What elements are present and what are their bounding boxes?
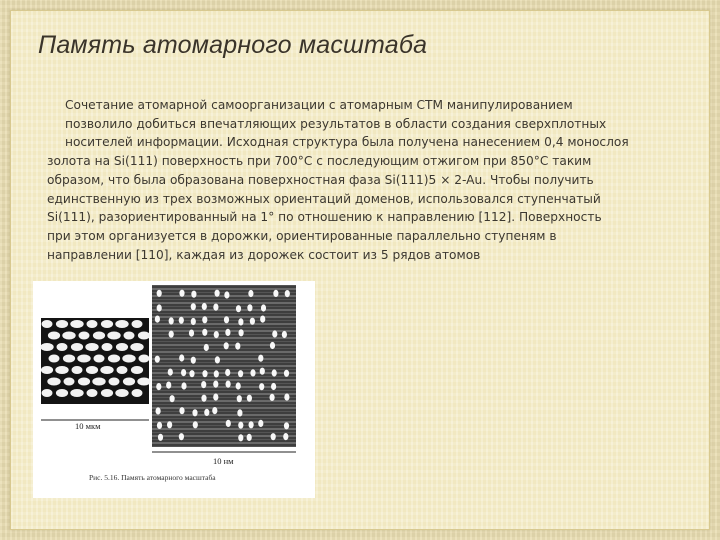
atom-mark xyxy=(213,394,218,401)
left-micro-image xyxy=(40,318,150,404)
atom-mark xyxy=(226,420,231,427)
atom-mark xyxy=(284,422,289,429)
atom-mark xyxy=(224,342,229,349)
atom-mark xyxy=(282,331,287,338)
figure-image xyxy=(33,281,315,498)
atom-mark xyxy=(285,290,290,297)
body-line: Сочетание атомарной самоорганизации с атомарным СТМ манипулированием xyxy=(65,98,573,112)
atom-mark xyxy=(249,421,254,428)
atom-mark xyxy=(191,357,196,364)
body-line: носителей информации. Исходная структура была получена нанесением 0,4 монослоя xyxy=(65,135,629,150)
atom-mark xyxy=(272,369,277,376)
atom-mark xyxy=(283,433,288,440)
hole-mark xyxy=(42,389,53,397)
hole-mark xyxy=(139,355,150,363)
hole-mark xyxy=(40,343,53,351)
atom-mark xyxy=(158,434,163,441)
atom-mark xyxy=(261,304,266,311)
atom-mark xyxy=(238,422,243,429)
atom-mark xyxy=(167,421,172,428)
atom-mark xyxy=(179,290,184,297)
hole-mark xyxy=(131,366,143,374)
hole-mark xyxy=(56,320,68,328)
atom-mark xyxy=(202,370,207,377)
right-stm-image xyxy=(152,285,296,447)
hole-mark xyxy=(87,389,98,397)
hole-mark xyxy=(70,389,83,397)
hole-mark xyxy=(138,332,150,340)
atom-mark xyxy=(193,421,198,428)
atom-mark xyxy=(271,433,276,440)
body-line: золота на Si(111) поверхность при 700°С с последующим отжигом при 850°С таким xyxy=(47,154,592,169)
atom-mark xyxy=(215,290,220,297)
atom-mark xyxy=(258,355,263,362)
atom-mark xyxy=(155,316,160,323)
atom-mark xyxy=(260,368,265,375)
hole-mark xyxy=(123,378,135,386)
atom-mark xyxy=(191,303,196,310)
atom-mark xyxy=(273,290,278,297)
atom-mark xyxy=(270,342,275,349)
atom-mark xyxy=(166,382,171,389)
body-line: направлении [110], каждая из дорожек состоит из 5 рядов атомов xyxy=(47,247,481,262)
hole-mark xyxy=(56,389,68,397)
atom-mark xyxy=(202,303,207,310)
atom-mark xyxy=(238,434,243,441)
atom-mark xyxy=(156,407,161,414)
atom-mark xyxy=(236,305,241,312)
hole-mark xyxy=(122,355,135,363)
left-scale-label: 10 мкм xyxy=(75,421,101,431)
atom-mark xyxy=(284,370,289,377)
atom-mark xyxy=(214,331,219,338)
hole-mark xyxy=(115,320,128,328)
atom-mark xyxy=(169,317,174,324)
atom-mark xyxy=(235,343,240,350)
figure-svg xyxy=(33,281,315,498)
atom-mark xyxy=(204,409,209,416)
atom-mark xyxy=(224,291,229,298)
hole-mark xyxy=(85,343,98,351)
hole-mark xyxy=(70,320,83,328)
atom-mark xyxy=(236,382,241,389)
hole-mark xyxy=(132,389,143,397)
atom-mark xyxy=(157,304,162,311)
hole-mark xyxy=(64,378,75,386)
body-line: позволило добиться впечатляющих результатов в области создания сверхплотных xyxy=(65,116,607,131)
hole-mark xyxy=(87,320,98,328)
atom-mark xyxy=(247,304,252,311)
hole-mark xyxy=(109,378,120,386)
atom-mark xyxy=(250,369,255,376)
atom-mark xyxy=(179,354,184,361)
hole-mark xyxy=(94,355,105,363)
hole-mark xyxy=(78,378,90,386)
atom-mark xyxy=(204,344,209,351)
atom-mark xyxy=(224,316,229,323)
hole-mark xyxy=(79,332,90,340)
atom-mark xyxy=(179,433,184,440)
atom-mark xyxy=(215,356,220,363)
atom-mark xyxy=(155,356,160,363)
hole-mark xyxy=(55,366,68,374)
hole-mark xyxy=(41,366,53,374)
hole-mark xyxy=(137,378,150,386)
hole-mark xyxy=(107,332,120,340)
atom-mark xyxy=(201,395,206,402)
atom-mark xyxy=(250,318,255,325)
atom-mark xyxy=(179,317,184,324)
atom-mark xyxy=(191,291,196,298)
hole-mark xyxy=(117,366,128,374)
atom-mark xyxy=(259,383,264,390)
hole-mark xyxy=(108,355,120,363)
atom-mark xyxy=(189,330,194,337)
atom-mark xyxy=(169,331,174,338)
atom-mark xyxy=(213,304,218,311)
atom-mark xyxy=(181,369,186,376)
atom-mark xyxy=(248,290,253,297)
hole-mark xyxy=(130,343,143,351)
atom-mark xyxy=(192,409,197,416)
atom-mark xyxy=(247,434,252,441)
hole-mark xyxy=(72,366,83,374)
hole-mark xyxy=(49,355,60,363)
right-scale-label: 10 нм xyxy=(213,456,234,466)
atom-mark xyxy=(238,318,243,325)
body-line: единственную из трех возможных ориентаций доменов, использовался ступенчатый xyxy=(47,191,601,206)
hole-mark xyxy=(92,378,105,386)
atom-mark xyxy=(202,329,207,336)
atom-mark xyxy=(238,370,243,377)
figure-caption: Рис. 5.16. Память атомарного масштаба xyxy=(89,473,216,482)
hole-mark xyxy=(42,320,53,328)
atom-mark xyxy=(225,369,230,376)
hole-mark xyxy=(93,332,105,340)
atom-mark xyxy=(225,329,230,336)
atom-mark xyxy=(168,369,173,376)
atom-mark xyxy=(226,381,231,388)
atom-mark xyxy=(237,409,242,416)
atom-mark xyxy=(189,370,194,377)
hole-mark xyxy=(77,355,90,363)
atom-mark xyxy=(214,370,219,377)
atom-mark xyxy=(156,383,161,390)
slide-title: Память атомарного масштаба xyxy=(38,31,428,59)
atom-mark xyxy=(237,395,242,402)
hole-mark xyxy=(115,389,128,397)
atom-mark xyxy=(179,407,184,414)
hole-mark xyxy=(101,389,113,397)
atom-mark xyxy=(239,329,244,336)
atom-mark xyxy=(271,383,276,390)
hole-mark xyxy=(124,332,135,340)
atom-mark xyxy=(201,381,206,388)
atom-mark xyxy=(170,395,175,402)
atom-mark xyxy=(212,407,217,414)
atom-mark xyxy=(157,422,162,429)
atom-mark xyxy=(270,394,275,401)
atom-mark xyxy=(258,420,263,427)
atom-mark xyxy=(181,382,186,389)
hole-mark xyxy=(100,366,113,374)
hole-mark xyxy=(132,320,143,328)
body-line: образом, что была образована поверхностная фаза Si(111)5 × 2-Au. Чтобы получить xyxy=(47,172,594,187)
hole-mark xyxy=(71,343,83,351)
body-line: при этом организуется в дорожки, ориентированные параллельно ступеням в xyxy=(47,228,557,243)
atom-mark xyxy=(260,316,265,323)
hole-mark xyxy=(102,343,113,351)
hole-mark xyxy=(57,343,68,351)
hole-mark xyxy=(62,332,75,340)
atom-mark xyxy=(247,395,252,402)
atom-mark xyxy=(284,394,289,401)
hole-mark xyxy=(48,332,60,340)
atom-mark xyxy=(202,316,207,323)
hole-mark xyxy=(86,366,98,374)
hole-mark xyxy=(63,355,75,363)
atom-mark xyxy=(272,330,277,337)
atom-mark xyxy=(157,290,162,297)
hole-mark xyxy=(47,378,60,386)
body-line: Si(111), разориентированный на 1° по отношению к направлению [112]. Поверхность xyxy=(47,210,602,225)
hole-mark xyxy=(101,320,113,328)
hole-mark xyxy=(116,343,128,351)
slide-body-text xyxy=(47,96,683,264)
atom-mark xyxy=(191,318,196,325)
atom-mark xyxy=(213,381,218,388)
